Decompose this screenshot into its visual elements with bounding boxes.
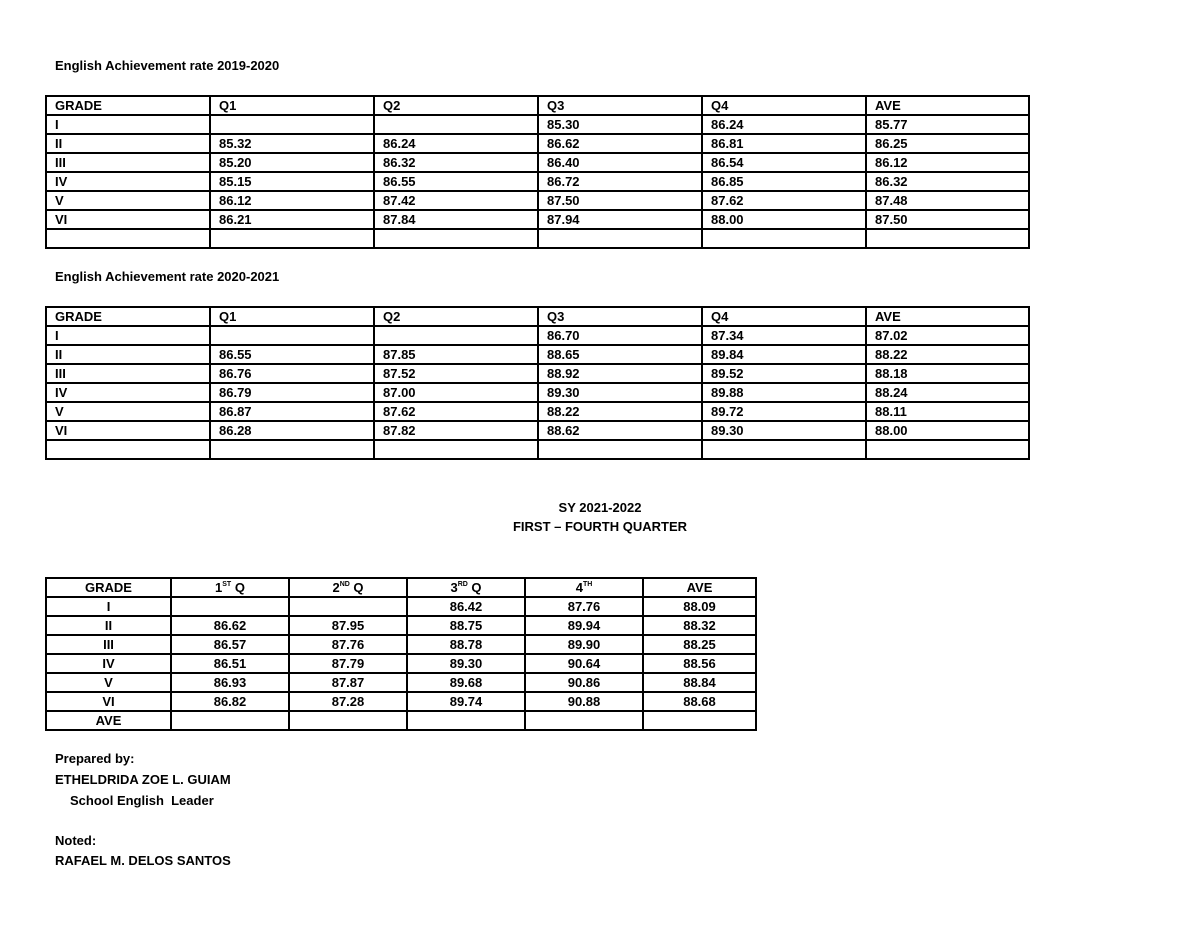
score-cell: 88.92 bbox=[538, 364, 702, 383]
header-cell: Q4 bbox=[702, 96, 866, 115]
score-cell: 86.93 bbox=[171, 673, 289, 692]
score-cell: 87.82 bbox=[374, 421, 538, 440]
score-cell: 86.87 bbox=[210, 402, 374, 421]
grade-cell: II bbox=[46, 345, 210, 364]
score-cell: 86.40 bbox=[538, 153, 702, 172]
header-row bbox=[46, 96, 1029, 115]
score-cell: 88.22 bbox=[866, 345, 1029, 364]
score-cell: 85.32 bbox=[210, 134, 374, 153]
header-cell-text: 3 bbox=[450, 580, 458, 595]
header-cell: Q1 bbox=[210, 96, 374, 115]
score-cell bbox=[374, 440, 538, 459]
score-cell: 85.30 bbox=[538, 115, 702, 134]
score-cell: 86.25 bbox=[866, 134, 1029, 153]
score-cell: 89.90 bbox=[525, 635, 643, 654]
score-cell: 89.84 bbox=[702, 345, 866, 364]
table-row bbox=[46, 402, 1029, 421]
score-cell bbox=[702, 229, 866, 248]
score-cell: 85.77 bbox=[866, 115, 1029, 134]
header-cell: AVE bbox=[866, 307, 1029, 326]
score-cell bbox=[171, 711, 289, 730]
score-cell: 86.85 bbox=[702, 172, 866, 191]
score-cell bbox=[538, 229, 702, 248]
score-cell bbox=[374, 115, 538, 134]
header-cell bbox=[407, 578, 525, 597]
header-row bbox=[46, 307, 1029, 326]
score-cell: 86.55 bbox=[374, 172, 538, 191]
grade-cell bbox=[46, 440, 210, 459]
header-cell bbox=[643, 578, 756, 597]
score-cell: 90.64 bbox=[525, 654, 643, 673]
header-cell-superscript: ND bbox=[339, 581, 350, 588]
score-cell: 87.79 bbox=[289, 654, 407, 673]
score-cell: 86.76 bbox=[210, 364, 374, 383]
score-cell: 89.30 bbox=[407, 654, 525, 673]
score-cell: 87.50 bbox=[538, 191, 702, 210]
score-cell: 89.74 bbox=[407, 692, 525, 711]
table-row bbox=[46, 153, 1029, 172]
score-cell: 88.00 bbox=[866, 421, 1029, 440]
table-row bbox=[46, 134, 1029, 153]
score-cell: 87.94 bbox=[538, 210, 702, 229]
header-cell-suffix: Q bbox=[467, 580, 482, 595]
score-cell: 86.12 bbox=[210, 191, 374, 210]
score-cell: 88.68 bbox=[643, 692, 756, 711]
score-cell: 86.79 bbox=[210, 383, 374, 402]
noted-name: RAFAEL M. DELOS SANTOS bbox=[55, 853, 231, 868]
grade-cell: V bbox=[46, 402, 210, 421]
header-cell: GRADE bbox=[46, 96, 210, 115]
score-cell: 89.94 bbox=[525, 616, 643, 635]
noted-label: Noted: bbox=[55, 833, 97, 848]
header-cell-text: AVE bbox=[686, 580, 713, 595]
score-cell bbox=[866, 229, 1029, 248]
table3-title-line2: FIRST – FOURTH QUARTER bbox=[512, 519, 688, 534]
header-cell bbox=[46, 578, 171, 597]
score-cell: 87.34 bbox=[702, 326, 866, 345]
score-cell: 87.87 bbox=[289, 673, 407, 692]
score-cell: 86.28 bbox=[210, 421, 374, 440]
grade-cell: V bbox=[46, 191, 210, 210]
score-cell: 88.22 bbox=[538, 402, 702, 421]
score-cell: 87.95 bbox=[289, 616, 407, 635]
table-row bbox=[46, 383, 1029, 402]
table-row bbox=[46, 692, 756, 711]
grade-cell: IV bbox=[46, 654, 171, 673]
achievement-table-2019-2020 bbox=[45, 95, 1030, 249]
score-cell: 86.21 bbox=[210, 210, 374, 229]
grade-cell: II bbox=[46, 616, 171, 635]
score-cell: 88.84 bbox=[643, 673, 756, 692]
grade-cell bbox=[46, 229, 210, 248]
score-cell bbox=[171, 597, 289, 616]
score-cell bbox=[289, 597, 407, 616]
score-cell: 87.02 bbox=[866, 326, 1029, 345]
score-cell bbox=[866, 440, 1029, 459]
score-cell: 89.88 bbox=[702, 383, 866, 402]
score-cell: 86.57 bbox=[171, 635, 289, 654]
score-cell: 87.42 bbox=[374, 191, 538, 210]
achievement-table-2021-2022 bbox=[45, 577, 757, 731]
score-cell: 85.15 bbox=[210, 172, 374, 191]
table-row bbox=[46, 229, 1029, 248]
score-cell: 88.09 bbox=[643, 597, 756, 616]
score-cell bbox=[210, 115, 374, 134]
grade-cell: VI bbox=[46, 210, 210, 229]
table-row bbox=[46, 421, 1029, 440]
header-cell bbox=[525, 578, 643, 597]
grade-cell: V bbox=[46, 673, 171, 692]
score-cell: 88.11 bbox=[866, 402, 1029, 421]
header-cell-text: 1 bbox=[215, 580, 223, 595]
score-cell: 87.76 bbox=[289, 635, 407, 654]
score-cell: 88.75 bbox=[407, 616, 525, 635]
grade-cell: II bbox=[46, 134, 210, 153]
score-cell: 89.30 bbox=[702, 421, 866, 440]
score-cell: 87.62 bbox=[374, 402, 538, 421]
header-cell: AVE bbox=[866, 96, 1029, 115]
score-cell: 87.76 bbox=[525, 597, 643, 616]
header-cell-superscript: RD bbox=[457, 581, 468, 588]
score-cell: 89.52 bbox=[702, 364, 866, 383]
grade-cell: III bbox=[46, 635, 171, 654]
score-cell: 87.52 bbox=[374, 364, 538, 383]
score-cell bbox=[210, 326, 374, 345]
header-cell: Q1 bbox=[210, 307, 374, 326]
table-row bbox=[46, 172, 1029, 191]
grade-cell: IV bbox=[46, 172, 210, 191]
score-cell: 86.54 bbox=[702, 153, 866, 172]
table-row bbox=[46, 191, 1029, 210]
achievement-table-2020-2021 bbox=[45, 306, 1030, 460]
grade-cell: III bbox=[46, 153, 210, 172]
header-cell-suffix: Q bbox=[231, 580, 245, 595]
score-cell: 86.70 bbox=[538, 326, 702, 345]
score-cell: 86.42 bbox=[407, 597, 525, 616]
score-cell bbox=[210, 440, 374, 459]
score-cell: 87.28 bbox=[289, 692, 407, 711]
table3-title-line1: SY 2021-2022 bbox=[558, 500, 642, 515]
score-cell: 87.48 bbox=[866, 191, 1029, 210]
header-cell: Q3 bbox=[538, 96, 702, 115]
score-cell: 86.62 bbox=[171, 616, 289, 635]
score-cell: 88.00 bbox=[702, 210, 866, 229]
table-row bbox=[46, 635, 756, 654]
header-cell-text: 4 bbox=[575, 580, 583, 595]
header-cell: GRADE bbox=[46, 307, 210, 326]
header-cell-superscript: TH bbox=[582, 581, 593, 588]
score-cell: 87.00 bbox=[374, 383, 538, 402]
header-cell bbox=[171, 578, 289, 597]
score-cell: 87.84 bbox=[374, 210, 538, 229]
header-cell: Q2 bbox=[374, 96, 538, 115]
table-row bbox=[46, 326, 1029, 345]
score-cell: 88.32 bbox=[643, 616, 756, 635]
score-cell: 86.12 bbox=[866, 153, 1029, 172]
header-cell-superscript: ST bbox=[222, 581, 232, 588]
grade-cell: VI bbox=[46, 692, 171, 711]
score-cell: 86.55 bbox=[210, 345, 374, 364]
score-cell bbox=[702, 440, 866, 459]
score-cell bbox=[210, 229, 374, 248]
score-cell bbox=[374, 229, 538, 248]
grade-cell: I bbox=[46, 597, 171, 616]
table-row bbox=[46, 616, 756, 635]
score-cell bbox=[643, 711, 756, 730]
header-cell-text: GRADE bbox=[85, 580, 132, 595]
grade-cell: I bbox=[46, 115, 210, 134]
score-cell: 88.24 bbox=[866, 383, 1029, 402]
score-cell: 86.24 bbox=[702, 115, 866, 134]
score-cell: 90.88 bbox=[525, 692, 643, 711]
score-cell bbox=[289, 711, 407, 730]
score-cell: 90.86 bbox=[525, 673, 643, 692]
grade-cell: I bbox=[46, 326, 210, 345]
score-cell: 88.56 bbox=[643, 654, 756, 673]
score-cell: 86.51 bbox=[171, 654, 289, 673]
score-cell: 89.68 bbox=[407, 673, 525, 692]
score-cell bbox=[374, 326, 538, 345]
table-row bbox=[46, 673, 756, 692]
score-cell bbox=[407, 711, 525, 730]
table-row bbox=[46, 115, 1029, 134]
score-cell: 88.78 bbox=[407, 635, 525, 654]
score-cell: 87.85 bbox=[374, 345, 538, 364]
score-cell: 87.62 bbox=[702, 191, 866, 210]
score-cell: 88.18 bbox=[866, 364, 1029, 383]
header-cell: Q3 bbox=[538, 307, 702, 326]
score-cell: 86.72 bbox=[538, 172, 702, 191]
table-row bbox=[46, 345, 1029, 364]
grade-cell: III bbox=[46, 364, 210, 383]
score-cell: 88.65 bbox=[538, 345, 702, 364]
header-cell-text: 2 bbox=[332, 580, 340, 595]
score-cell: 85.20 bbox=[210, 153, 374, 172]
score-cell: 87.50 bbox=[866, 210, 1029, 229]
score-cell: 86.81 bbox=[702, 134, 866, 153]
header-row bbox=[46, 578, 756, 597]
table2-title: English Achievement rate 2020-2021 bbox=[55, 269, 280, 284]
score-cell: 89.72 bbox=[702, 402, 866, 421]
score-cell: 86.82 bbox=[171, 692, 289, 711]
score-cell bbox=[525, 711, 643, 730]
header-cell: Q4 bbox=[702, 307, 866, 326]
prepared-by-role: School English Leader bbox=[70, 793, 214, 808]
prepared-by-name: ETHELDRIDA ZOE L. GUIAM bbox=[55, 772, 231, 787]
score-cell: 86.32 bbox=[374, 153, 538, 172]
score-cell: 86.32 bbox=[866, 172, 1029, 191]
grade-cell: VI bbox=[46, 421, 210, 440]
prepared-by-label: Prepared by: bbox=[55, 751, 135, 766]
score-cell: 89.30 bbox=[538, 383, 702, 402]
table-row bbox=[46, 210, 1029, 229]
grade-cell: IV bbox=[46, 383, 210, 402]
header-cell: Q2 bbox=[374, 307, 538, 326]
score-cell: 86.62 bbox=[538, 134, 702, 153]
grade-cell: AVE bbox=[46, 711, 171, 730]
score-cell: 86.24 bbox=[374, 134, 538, 153]
header-cell bbox=[289, 578, 407, 597]
score-cell: 88.25 bbox=[643, 635, 756, 654]
table-row bbox=[46, 364, 1029, 383]
table-row bbox=[46, 711, 756, 730]
table-row bbox=[46, 654, 756, 673]
score-cell: 88.62 bbox=[538, 421, 702, 440]
score-cell bbox=[538, 440, 702, 459]
table-row bbox=[46, 597, 756, 616]
table-row bbox=[46, 440, 1029, 459]
table1-title: English Achievement rate 2019-2020 bbox=[55, 58, 280, 73]
header-cell-suffix: Q bbox=[349, 580, 364, 595]
